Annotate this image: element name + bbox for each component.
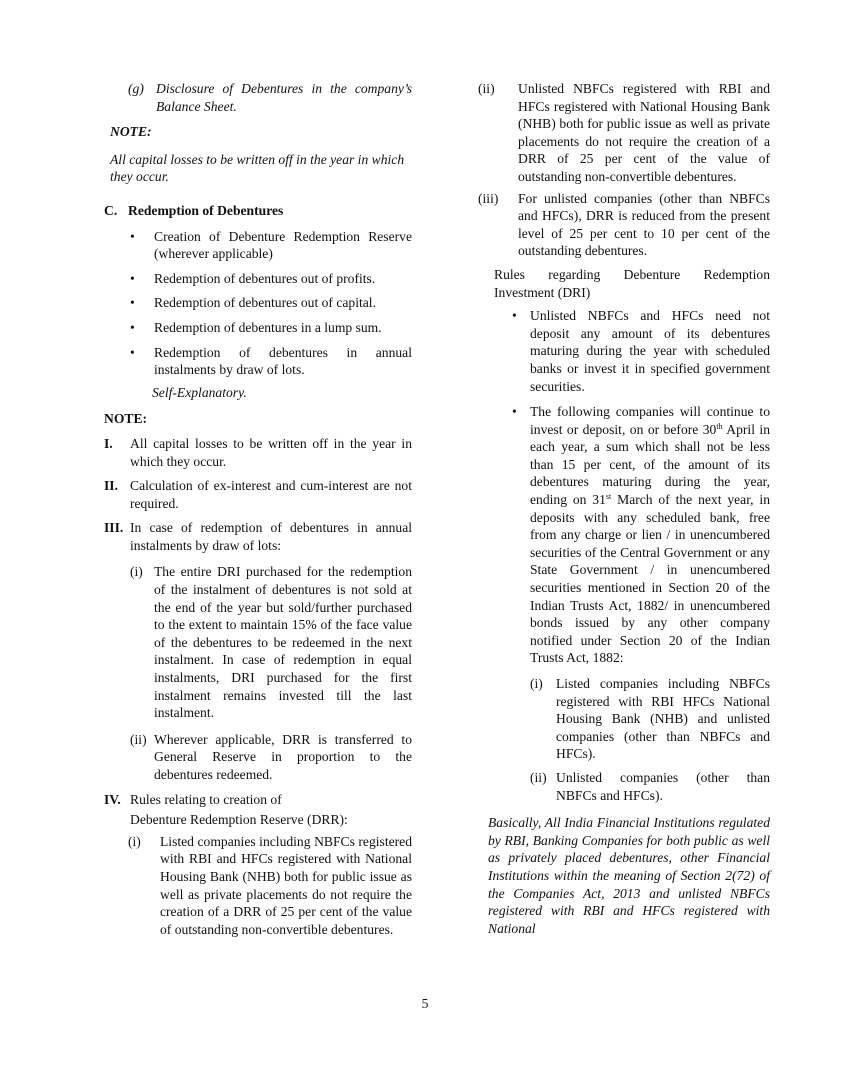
- bullet-icon: •: [130, 319, 135, 335]
- point-iv-line2: Debenture Redemption Reserve (DRR):: [130, 812, 348, 828]
- section-label: C.: [104, 202, 118, 218]
- right-item-ii: (ii) Unlisted NBFCs registered with RBI and HFCs registered with National Housing Bank (NHB) both for public issue as well as private placements do not require the creation of a DRR of 25 per cent of the value of outstanding non-convertible debentures.: [478, 81, 770, 184]
- note-label: NOTE:: [110, 124, 152, 140]
- list-item: • Redemption of debentures out of profits.: [130, 270, 376, 286]
- right-item-iii: (iii) For unlisted companies (other than NBFCs and HFCs), DRR is reduced from the present level of 25 per cent to 10 per cent of the outstanding debentures.: [478, 190, 770, 259]
- page-number: 5: [421, 996, 429, 1011]
- list-item: • Redemption of debentures in annual instalments by draw of lots.: [130, 344, 412, 378]
- bullet-icon: •: [130, 344, 135, 360]
- point-i: I. All capital losses to be written off in the year in which they occur.: [104, 435, 412, 469]
- bullet-icon: •: [130, 295, 135, 311]
- item-text: Disclosure of Debentures in the company’s Balance Sheet.: [156, 81, 412, 114]
- list-item: • Creation of Debenture Redemption Reserve (wherever applicable): [130, 228, 412, 262]
- point-iv: IV. Rules relating to creation of: [104, 791, 282, 807]
- section-title: Redemption of Debentures: [128, 202, 284, 218]
- item-g: [104, 80, 412, 115]
- self-explanatory: Self-Explanatory.: [152, 384, 247, 400]
- basically-paragraph: Basically, All India Financial Institutions regulated by RBI, Banking Companies for both public as well as privately placed debentures, other Financial Institutions within the meaning of Section 2(72) of the Companies Act, 2013 and unlisted NBFCs registered with RBI and HFCs registered with National: [488, 815, 770, 936]
- point-iv-sub-i: (i) Listed companies including NBFCs registered with RBI and HFCs registered with National Housing Bank (NHB) both for public issue as well as private placements do not require the creation of a DRR of 25 per cent of the value of outstanding non-convertible debentures.: [128, 833, 412, 937]
- bullet-icon: •: [130, 228, 135, 244]
- section-c: [104, 202, 412, 220]
- section-c-bullets: [104, 228, 412, 379]
- point-iii-sub-i: (i) The entire DRI purchased for the redemption of the instalment of debentures is not sold at the end of the year but sold/further purchased to the extent to maintain 15% of the face value of the debentures to be redeemed in the next instalment. In case of redemption in equal instalments, DRI purchased for the first instalment remains invested till the last instalment.: [130, 564, 412, 721]
- list-item: • Unlisted NBFCs and HFCs need not deposit any amount of its debentures maturing during the year with scheduled banks or invest it in specified government securities.: [512, 308, 770, 394]
- right-column: [478, 80, 770, 937]
- point-ii: II. Calculation of ex-interest and cum-interest are not required.: [104, 478, 412, 511]
- dri-bullets: [478, 307, 770, 667]
- bullet-icon: •: [130, 270, 135, 286]
- dri-sub-i: (i) Listed companies including NBFCs registered with RBI HFCs National Housing Bank (NHB) and unlisted companies (other than NBFCs and HFCs).: [530, 676, 770, 762]
- note-label: NOTE:: [104, 411, 148, 427]
- list-item: • Redemption of debentures out of capital.: [130, 295, 376, 311]
- note-text: All capital losses to be written off in the year in which they occur.: [110, 151, 405, 185]
- bullet-icon: •: [512, 308, 517, 324]
- dri-sub-ii: (ii) Unlisted companies (other than NBFCs and HFCs).: [530, 769, 770, 803]
- point-iii: III. In case of redemption of debentures in annual instalments by draw of lots:: [104, 520, 412, 553]
- rules-heading: Rules regarding Debenture Redemption Investment (DRI): [494, 266, 770, 300]
- left-column: [104, 80, 412, 938]
- item-label: (g): [128, 81, 144, 96]
- list-item: • The following companies will continue to invest or deposit, on or before 30th April in each year, a sum which shall not be less than 15 per cent, of the amount of its debentures maturing during the year, ending on 31st March of the next year, in deposits with any scheduled bank, free from any charge or lien / in unencumbered securities of the Central Government or any State Government / in unencumbered securities mentioned in Section 20 of the Indian Trusts Act, 1882/ in unencumbered bonds issued by any other company notified under Section 20 of the Indian Trusts Act, 1882:: [512, 404, 771, 666]
- point-iii-sub-ii: (ii) Wherever applicable, DRR is transferred to General Reserve in proportion to the debentures redeemed.: [130, 731, 412, 782]
- list-item: • Redemption of debentures in a lump sum.: [130, 319, 382, 335]
- bullet-icon: •: [512, 404, 517, 420]
